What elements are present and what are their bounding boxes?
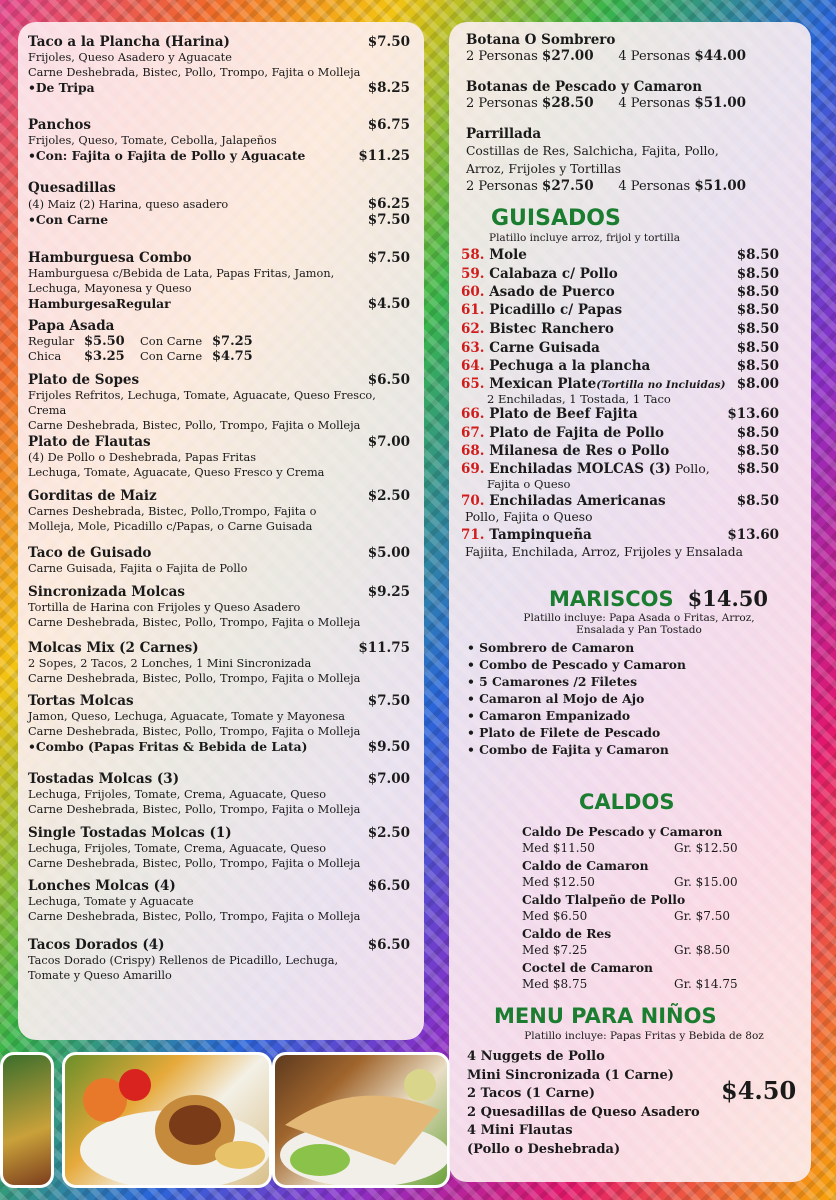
guisado-item — [461, 358, 779, 374]
papa-asada-illustration — [65, 1055, 269, 1185]
item-option: HamburgesaRegular — [28, 296, 171, 311]
caldo-name: Caldo de Camaron — [522, 858, 649, 873]
size-label: Regular — [28, 334, 75, 348]
item-name: Mexican Plate — [489, 376, 597, 392]
item-option-price: $4.50 — [367, 296, 410, 312]
item-price: $7.50 — [367, 693, 410, 709]
list-item: 2 Quesadillas de Queso Asadero — [467, 1104, 700, 1120]
size-price: $51.00 — [694, 95, 746, 111]
item-number: 69. — [461, 461, 485, 477]
item-desc: (4) Maiz (2) Harina, queso asadero — [28, 198, 229, 211]
size-price: $27.50 — [541, 178, 594, 194]
item-desc: Lechuga, Mayonesa y Queso — [28, 282, 192, 295]
item-name: Picadillo c/ Papas — [489, 302, 623, 318]
item-number: 65. — [461, 376, 485, 392]
size-price: $44.00 — [694, 48, 746, 64]
guisado-item — [461, 527, 779, 543]
item-number: 71. — [461, 527, 485, 543]
list-item: 4 Nuggets de Pollo — [467, 1049, 605, 1064]
menu-item-gorditas — [28, 488, 410, 534]
item-name: Tortas Molcas — [28, 693, 134, 709]
item-number: 60. — [461, 284, 485, 300]
section-subtitle-guisados: Platillo incluye arroz, frijol y tortilla — [489, 232, 680, 244]
list-item: 4 Mini Flautas — [467, 1123, 573, 1138]
size-label: 4 Personas — [618, 179, 691, 194]
item-number: 59. — [461, 266, 485, 282]
item-desc: Fajita o Queso — [487, 477, 571, 491]
list-item: • Plato de Filete de Pescado — [467, 725, 661, 740]
item-price: $9.25 — [367, 584, 410, 600]
guisado-item — [461, 284, 779, 300]
item-price: $8.50 — [736, 321, 779, 337]
item-desc: Molleja, Mole, Picadillo c/Papas, o Carne Guisada — [28, 520, 313, 533]
guisado-item — [461, 340, 779, 356]
item-number: 67. — [461, 425, 485, 441]
size-price: $3.25 — [84, 349, 125, 364]
item-desc: Carne Deshebrada, Bistec, Pollo, Trompo, Fajita o Molleja — [28, 857, 361, 870]
item-price: $6.50 — [367, 937, 410, 953]
caldo-med-price: Med $11.50 — [522, 841, 595, 855]
item-desc: Hamburguesa c/Bebida de Lata, Papas Fritas, Jamon, — [28, 267, 335, 280]
item-price: $2.50 — [367, 825, 410, 841]
item-desc: (4) De Pollo o Deshebrada, Papas Fritas — [28, 451, 257, 464]
menu-item-botana — [466, 32, 796, 64]
item-number: 58. — [461, 247, 485, 263]
section-title-caldos: CALDOS — [579, 790, 675, 814]
menu-item-quesadillas — [28, 180, 410, 228]
item-desc: Carne Deshebrada, Bistec, Pollo, Trompo, Fajita o Molleja — [28, 910, 361, 923]
menu-item-tacos-dorados — [28, 937, 410, 983]
caldo-name: Caldo Tlalpeño de Pollo — [522, 892, 686, 907]
item-name: Quesadillas — [28, 180, 116, 196]
caldos-list — [522, 823, 764, 993]
item-price: $6.75 — [367, 117, 410, 133]
item-name: Enchiladas Americanas — [489, 493, 666, 509]
caldo-name: Coctel de Camaron — [522, 960, 653, 975]
item-price: $11.75 — [358, 640, 410, 656]
item-name: Panchos — [28, 117, 91, 133]
item-desc: 2 Sopes, 2 Tacos, 2 Lonches, 1 Mini Sincronizada — [28, 657, 312, 670]
item-desc: Pollo, Fajita o Queso — [465, 510, 593, 524]
list-item: Mini Sincronizada (1 Carne) — [467, 1067, 674, 1083]
item-desc: Jamon, Queso, Lechuga, Aguacate, Tomate y Mayonesa — [28, 710, 345, 723]
item-desc: Lechuga, Frijoles, Tomate, Crema, Aguacate, Queso — [28, 788, 327, 801]
item-name: Botana O Sombrero — [466, 32, 616, 48]
menu-item-panchos — [28, 117, 410, 164]
item-name: Tampinqueña — [489, 527, 592, 543]
item-name: Parrillada — [466, 126, 542, 142]
item-name: Plato de Beef Fajita — [489, 406, 638, 422]
caldo-med-price: Med $12.50 — [522, 875, 595, 889]
list-item: • Camaron Empanizado — [467, 708, 631, 723]
item-price: $6.50 — [367, 878, 410, 894]
item-desc: Carne Deshebrada, Bistec, Pollo, Trompo, Fajita o Molleja — [28, 419, 361, 432]
item-desc: Frijoles, Queso, Tomate, Cebolla, Jalapeños — [28, 134, 277, 147]
item-price: $8.50 — [736, 340, 779, 356]
menu-item-parrillada — [466, 126, 796, 194]
item-desc: Lechuga, Tomate, Aguacate, Queso Fresco y Crema — [28, 466, 325, 479]
guisado-item — [461, 302, 779, 318]
caldo-gr-price: Gr. $14.75 — [674, 977, 738, 991]
item-price: $8.50 — [736, 461, 779, 477]
item-name: Calabaza c/ Pollo — [489, 266, 618, 282]
item-option-price: $9.50 — [367, 739, 410, 755]
size-price: $27.00 — [541, 48, 594, 64]
menu-item-papa-asada — [28, 318, 410, 364]
mariscos-header — [549, 586, 768, 611]
item-price: $6.25 — [367, 196, 410, 212]
menu-item-lonches — [28, 878, 410, 924]
list-item: • Combo de Fajita y Camaron — [467, 742, 669, 757]
item-price: $7.50 — [367, 34, 410, 50]
item-desc: Carne Deshebrada, Bistec, Pollo, Trompo, Fajita o Molleja — [28, 616, 361, 629]
mariscos-list — [467, 639, 686, 758]
menu-item-sincronizada — [28, 584, 410, 630]
item-name: Tacos Dorados (4) — [28, 937, 165, 953]
item-option-price: $7.50 — [367, 212, 410, 228]
item-number: 62. — [461, 321, 485, 337]
size-label: 2 Personas — [466, 49, 538, 64]
mariscos-price: $14.50 — [687, 586, 769, 611]
guisado-item — [461, 461, 779, 477]
item-desc: Pollo, — [670, 461, 710, 476]
item-name: Carne Guisada — [489, 340, 600, 356]
item-name: Asado de Puerco — [489, 284, 615, 300]
food-photo-papa-asada — [62, 1052, 272, 1188]
item-name: Taco de Guisado — [28, 545, 152, 561]
item-name: Molcas Mix (2 Carnes) — [28, 640, 199, 656]
item-price: $8.00 — [736, 376, 779, 392]
item-price: $7.50 — [367, 250, 410, 266]
guisado-item — [461, 321, 779, 337]
food-photo-quesadilla — [272, 1052, 450, 1188]
item-option: •De Tripa — [28, 80, 95, 95]
item-name: Botanas de Pescado y Camaron — [466, 79, 703, 95]
item-option: •Combo (Papas Fritas & Bebida de Lata) — [28, 739, 308, 754]
section-subtitle-ninos: Platillo incluye: Papas Fritas y Bebida de 8oz — [524, 1030, 764, 1042]
item-name: Enchiladas MOLCAS (3) — [489, 461, 671, 477]
item-number: 66. — [461, 406, 485, 422]
item-name: Mole — [489, 247, 527, 263]
caldo-med-price: Med $8.75 — [522, 977, 588, 991]
size-label: 4 Personas — [618, 49, 691, 64]
item-price: $13.60 — [727, 527, 779, 543]
item-note: (Tortilla no Incluidas) — [596, 379, 726, 391]
item-desc: Lechuga, Tomate y Aguacate — [28, 895, 194, 908]
menu-item-botanas-pescado — [466, 79, 796, 111]
item-desc: Lechuga, Frijoles, Tomate, Crema, Aguacate, Queso — [28, 842, 327, 855]
item-name: Tostadas Molcas (3) — [28, 771, 180, 787]
left-menu-panel — [18, 22, 424, 1040]
menu-item-single-tostadas — [28, 825, 410, 871]
size-price: $51.00 — [694, 178, 746, 194]
item-number: 68. — [461, 443, 485, 459]
item-number: 63. — [461, 340, 485, 356]
menu-item-taco-plancha — [28, 34, 410, 96]
item-name: Single Tostadas Molcas (1) — [28, 825, 232, 841]
item-desc: Carne Deshebrada, Bistec, Pollo, Trompo, Fajita o Molleja — [28, 725, 361, 738]
item-name: Papa Asada — [28, 318, 115, 334]
item-price: $6.50 — [367, 372, 410, 388]
caldo-name: Caldo de Res — [522, 926, 612, 941]
item-desc: Carnes Deshebrada, Bistec, Pollo,Trompo, Fajita o — [28, 505, 317, 518]
item-price: $5.00 — [367, 545, 410, 561]
ninos-price: $4.50 — [721, 1076, 797, 1105]
guisado-item — [461, 425, 779, 441]
item-desc: Costillas de Res, Salchicha, Fajita, Pollo, — [466, 144, 719, 158]
item-name: Hamburguesa Combo — [28, 250, 192, 266]
item-option-price: $11.25 — [358, 148, 410, 164]
caldo-med-price: Med $7.25 — [522, 943, 588, 957]
item-number: 64. — [461, 358, 485, 374]
item-price: $8.50 — [736, 284, 779, 300]
item-name: Plato de Sopes — [28, 372, 140, 388]
menu-item-taco-guisado — [28, 545, 410, 576]
item-name: Gorditas de Maiz — [28, 488, 157, 504]
item-price: $8.50 — [736, 302, 779, 318]
item-desc: Carne Deshebrada, Bistec, Pollo, Trompo, Fajita o Molleja — [28, 66, 361, 79]
item-name: Bistec Ranchero — [489, 321, 614, 337]
item-price: $8.50 — [736, 247, 779, 263]
size-label: 2 Personas — [466, 96, 538, 111]
food-photo-plate — [0, 1052, 54, 1188]
caldo-name: Caldo De Pescado y Camaron — [522, 824, 723, 839]
item-desc: 2 Enchiladas, 1 Tostada, 1 Taco — [487, 392, 671, 406]
guisado-item — [461, 376, 779, 392]
right-menu-panel — [449, 22, 811, 1182]
item-name: Sincronizada Molcas — [28, 584, 185, 600]
size-price: $4.75 — [212, 349, 253, 364]
section-title-guisados: GUISADOS — [491, 206, 621, 231]
item-price: $8.50 — [736, 493, 779, 509]
list-item: (Pollo o Deshebrada) — [467, 1141, 621, 1157]
item-desc: Carne Guisada, Fajita o Fajita de Pollo — [28, 562, 248, 575]
item-desc: Tomate y Queso Amarillo — [28, 969, 172, 982]
item-desc: Fajiita, Enchilada, Arroz, Frijoles y Ensalada — [465, 545, 743, 559]
item-desc: Frijoles, Queso Asadero y Aguacate — [28, 51, 232, 64]
caldo-gr-price: Gr. $8.50 — [674, 943, 730, 957]
item-price: $13.60 — [727, 406, 779, 422]
size-label: Con Carne — [140, 334, 203, 348]
menu-item-sopes — [28, 372, 410, 433]
item-desc: Arroz, Frijoles y Tortillas — [466, 162, 622, 176]
caldo-med-price: Med $6.50 — [522, 909, 588, 923]
menu-item-hamburguesa — [28, 250, 410, 312]
item-name: Pechuga a la plancha — [489, 358, 651, 374]
guisado-item — [461, 406, 779, 422]
item-option-price: $8.25 — [367, 80, 410, 96]
quesadilla-illustration — [275, 1055, 447, 1185]
item-name: Lonches Molcas (4) — [28, 878, 176, 894]
size-label: Con Carne — [140, 349, 203, 363]
section-title-mariscos: MARISCOS — [549, 587, 674, 611]
menu-item-tostadas — [28, 771, 410, 817]
guisado-item — [461, 247, 779, 263]
item-desc: Frijoles Refritos, Lechuga, Tomate, Aguacate, Queso Fresco, Crema — [28, 389, 376, 417]
size-price: $5.50 — [84, 334, 125, 349]
item-option: •Con Carne — [28, 212, 109, 227]
ninos-list — [467, 1048, 700, 1159]
list-item: • 5 Camarones /2 Filetes — [467, 674, 638, 689]
item-price: $2.50 — [367, 488, 410, 504]
size-label: 4 Personas — [618, 96, 691, 111]
item-price: $8.50 — [736, 266, 779, 282]
item-name: Milanesa de Res o Pollo — [489, 443, 670, 459]
size-label: 2 Personas — [466, 179, 538, 194]
mariscos-subtitle-line: Platillo incluye: Papa Asada o Fritas, Arroz, — [523, 612, 755, 624]
item-desc: Tacos Dorado (Crispy) Rellenos de Picadillo, Lechuga, — [28, 954, 339, 967]
size-label: Chica — [28, 349, 62, 363]
guisado-item — [461, 443, 779, 459]
item-price: $8.50 — [736, 443, 779, 459]
item-number: 61. — [461, 302, 485, 318]
menu-item-tortas — [28, 693, 410, 755]
menu-item-flautas — [28, 434, 410, 480]
caldo-gr-price: Gr. $7.50 — [674, 909, 730, 923]
item-price: $8.50 — [736, 425, 779, 441]
item-name: Plato de Flautas — [28, 434, 151, 450]
item-price: $7.00 — [367, 771, 410, 787]
item-option: •Con: Fajita o Fajita de Pollo y Aguacate — [28, 148, 306, 163]
mariscos-subtitle-line: Ensalada y Pan Tostado — [576, 624, 702, 636]
guisado-item — [461, 266, 779, 282]
item-price: $8.50 — [736, 358, 779, 374]
guisado-item — [461, 493, 779, 509]
section-title-ninos: MENU PARA NIÑOS — [494, 1004, 717, 1028]
item-desc: Carne Deshebrada, Bistec, Pollo, Trompo, Fajita o Molleja — [28, 672, 361, 685]
item-name: Plato de Fajita de Pollo — [489, 425, 664, 441]
menu-item-molcas-mix — [28, 640, 410, 686]
size-price: $28.50 — [541, 95, 594, 111]
caldo-gr-price: Gr. $12.50 — [674, 841, 738, 855]
item-number: 70. — [461, 493, 485, 509]
item-price: $7.00 — [367, 434, 410, 450]
caldo-gr-price: Gr. $15.00 — [674, 875, 738, 889]
list-item: • Camaron al Mojo de Ajo — [467, 691, 645, 706]
size-price: $7.25 — [212, 334, 253, 349]
list-item: • Combo de Pescado y Camaron — [467, 657, 686, 672]
section-subtitle-mariscos — [489, 612, 789, 636]
item-name: Taco a la Plancha (Harina) — [28, 34, 230, 50]
list-item: 2 Tacos (1 Carne) — [467, 1086, 596, 1101]
list-item: • Sombrero de Camaron — [467, 640, 635, 655]
item-desc: Carne Deshebrada, Bistec, Pollo, Trompo, Fajita o Molleja — [28, 803, 361, 816]
item-desc: Tortilla de Harina con Frijoles y Queso Asadero — [28, 601, 301, 614]
